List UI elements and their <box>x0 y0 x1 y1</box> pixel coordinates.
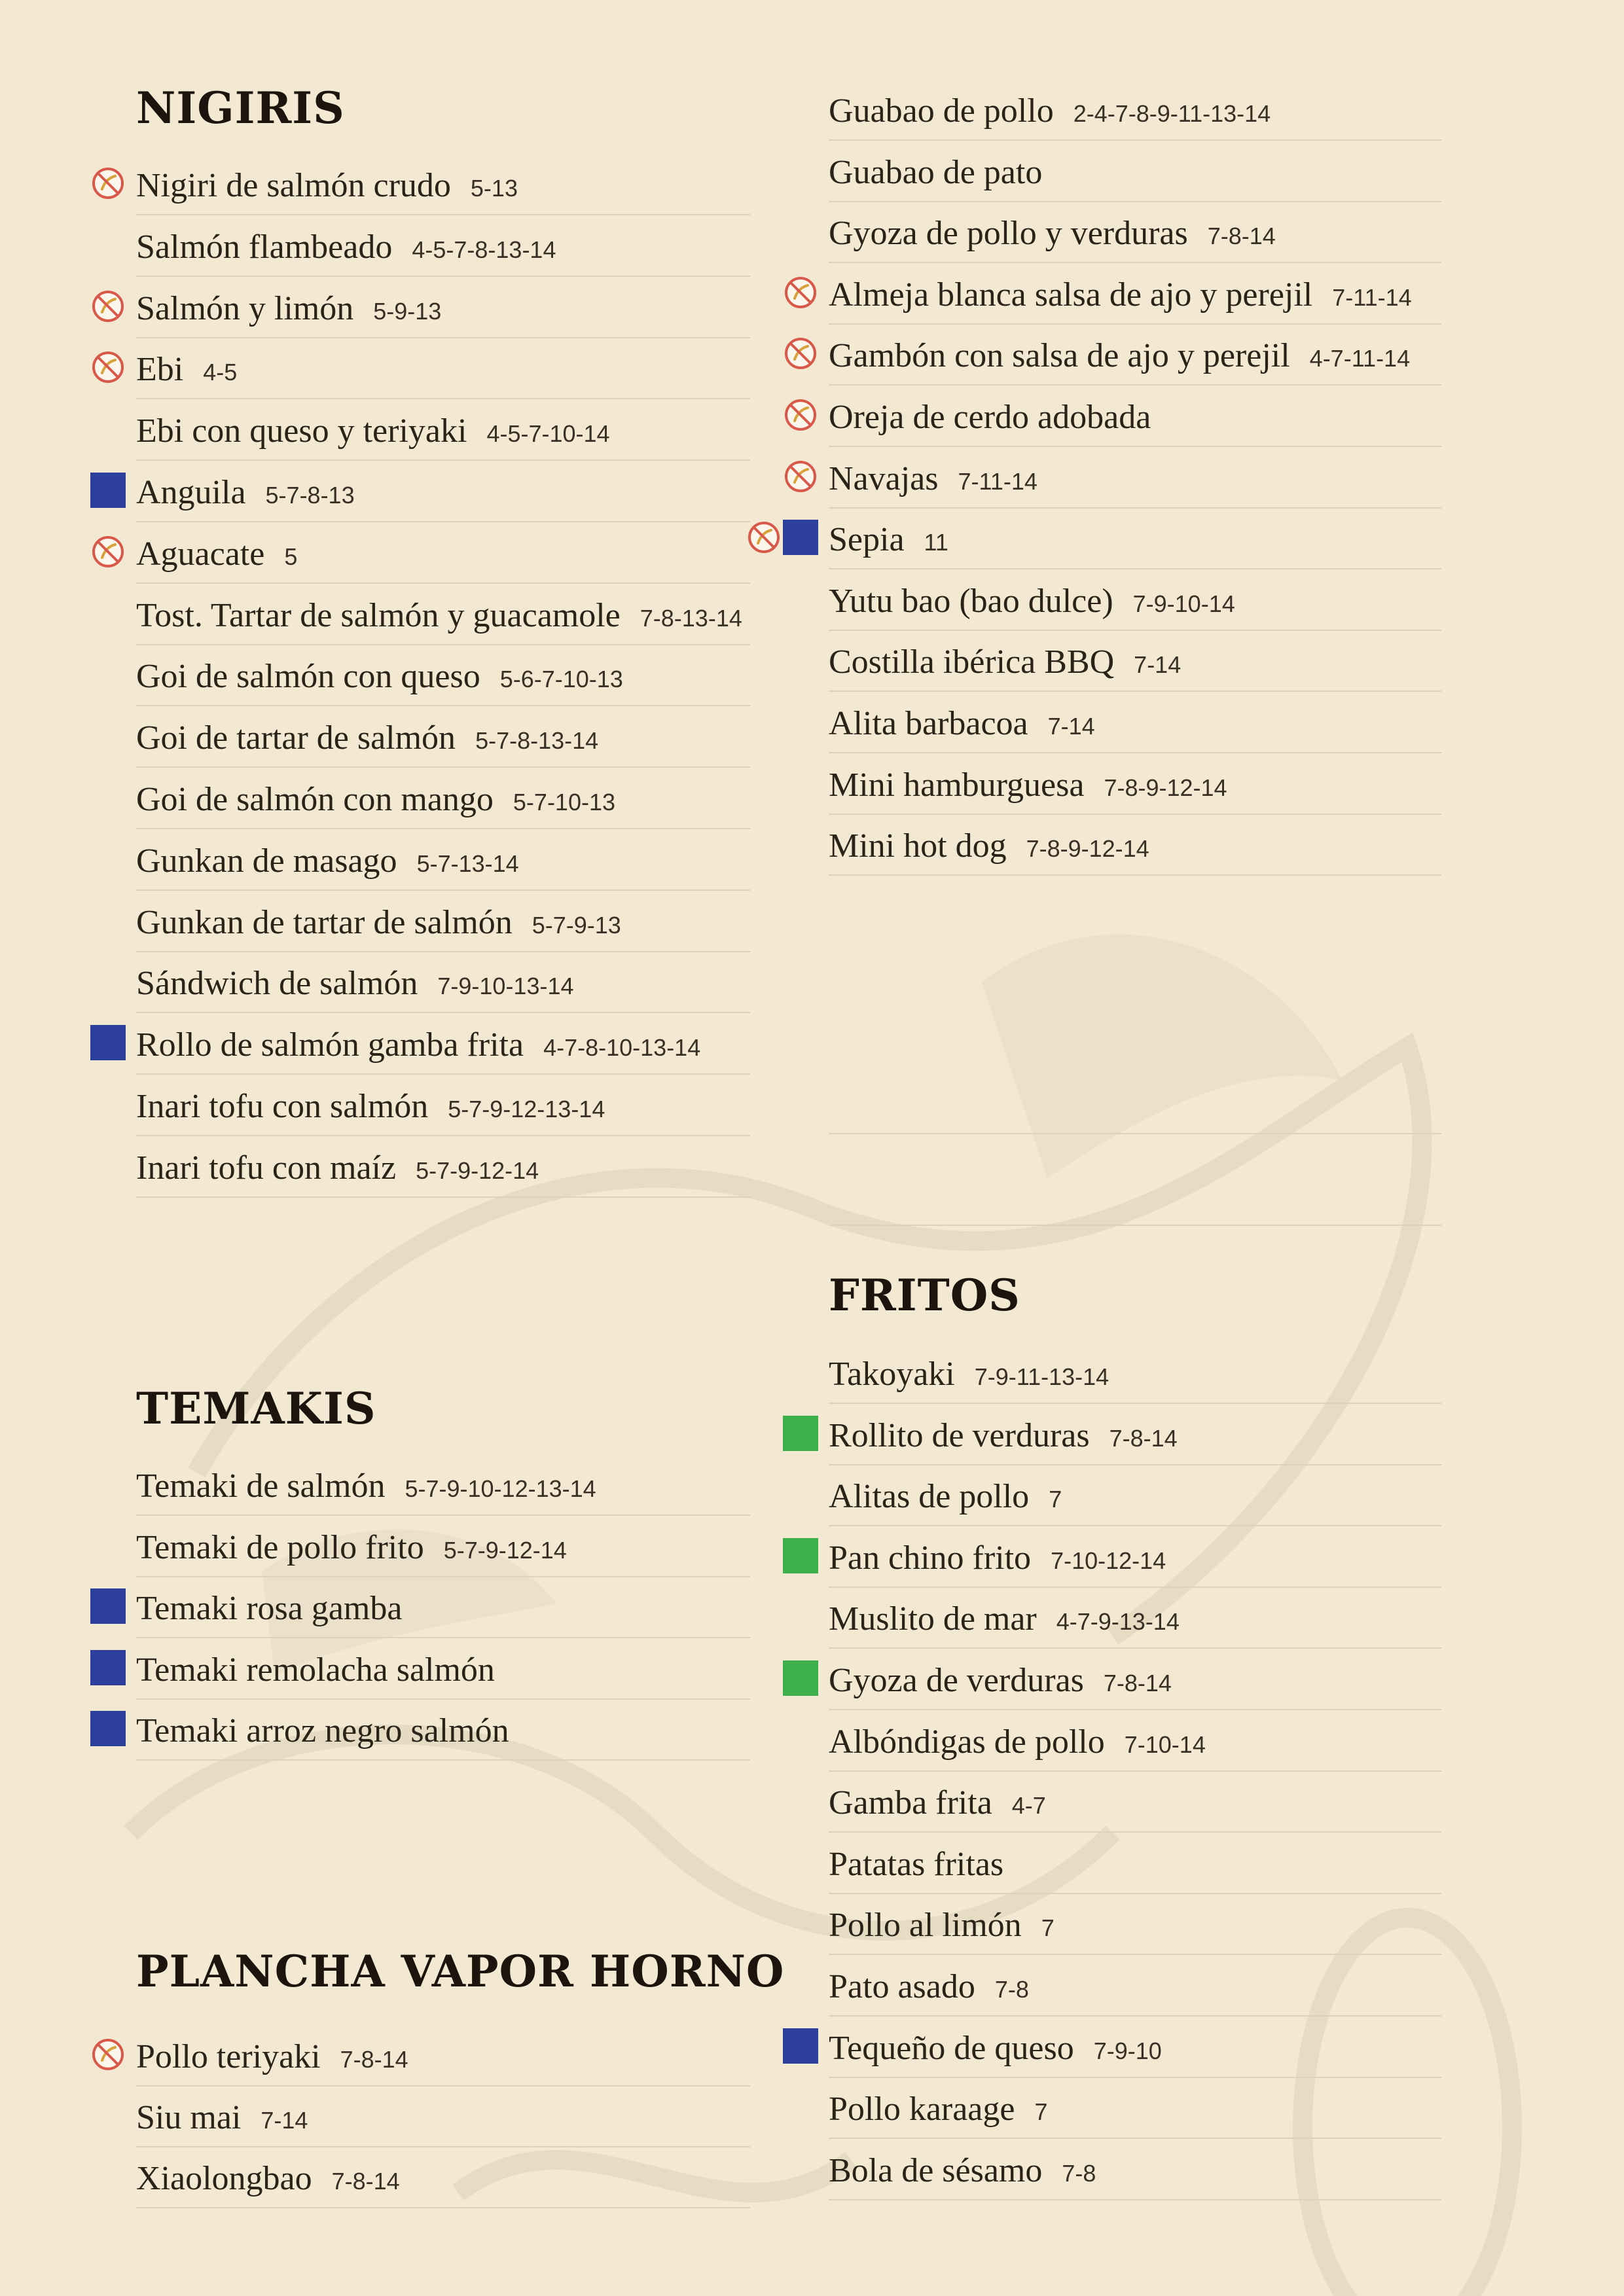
menu-item <box>829 386 1441 447</box>
blue-square-icon <box>90 473 126 508</box>
item-name <box>136 1528 567 1567</box>
menu-item <box>829 815 1441 876</box>
menu-item <box>829 1894 1441 1955</box>
allergen-codes: 4-7-8-10-13-14 <box>543 1034 701 1062</box>
menu-item <box>136 1455 750 1516</box>
menu-item <box>829 141 1441 202</box>
allergen-codes: 7-9-10-13-14 <box>437 973 574 1000</box>
menu-item <box>136 952 750 1013</box>
menu-item <box>829 1956 1441 2017</box>
allergen-codes: 7-8-14 <box>331 2168 400 2195</box>
item-name-text: Gamba frita <box>829 1784 992 1822</box>
item-name-text: Rollito de verduras <box>829 1416 1090 1454</box>
item-name <box>136 535 297 573</box>
section-title: FRITOS <box>829 1270 1020 1321</box>
menu-item <box>136 645 750 706</box>
allergen-codes: 7-9-10-14 <box>1132 590 1235 617</box>
allergen-codes: 7-8-14 <box>340 2046 408 2073</box>
item-name <box>136 2159 400 2198</box>
item-name-text: Tequeño de queso <box>829 2029 1074 2067</box>
allergen-codes: 7-8-14 <box>1109 1424 1178 1452</box>
item-name-text: Gambón con salsa de ajo y perejil <box>829 337 1290 375</box>
menu-item <box>136 1639 750 1700</box>
item-name <box>829 1477 1062 1516</box>
green-square-icon <box>783 1416 818 1451</box>
item-name-text: Gunkan de tartar de salmón <box>136 903 513 941</box>
menu-item <box>136 1577 750 1638</box>
not-allowed-icon <box>783 397 818 433</box>
allergen-codes: 4-5 <box>203 359 238 386</box>
menu-item <box>829 1343 1441 1404</box>
menu-item <box>829 264 1441 325</box>
item-name-text: Ebi <box>136 351 184 389</box>
item-name-text: Guabao de pato <box>829 153 1043 191</box>
item-name-text: Xiaolongbao <box>136 2160 312 2197</box>
allergen-codes: 7 <box>1049 1486 1062 1513</box>
not-allowed-icon <box>783 459 818 494</box>
item-name-text: Goi de salmón con queso <box>136 658 480 696</box>
item-name-text: Temaki de salmón <box>136 1467 386 1505</box>
item-name <box>829 2029 1162 2068</box>
allergen-codes: 5 <box>284 543 298 570</box>
menu-item <box>829 570 1441 631</box>
item-name <box>829 1906 1055 1945</box>
allergen-codes: 7-8-14 <box>1103 1670 1172 1696</box>
item-name-text: Goi de salmón con mango <box>136 781 494 818</box>
item-name-text: Guabao de pollo <box>829 92 1054 130</box>
item-name-text: Sepia <box>829 521 905 559</box>
menu-item <box>136 1075 750 1136</box>
item-name <box>829 582 1235 620</box>
menu-item <box>829 1649 1441 1710</box>
allergen-codes: 7-8-14 <box>1207 223 1276 250</box>
not-allowed-icon <box>783 336 818 371</box>
menu-item <box>136 2147 750 2208</box>
menu-item <box>136 2026 750 2087</box>
menu-item <box>136 216 750 277</box>
item-name <box>136 1467 596 1505</box>
menu-item <box>136 2087 750 2147</box>
item-name-text: Yutu bao (bao dulce) <box>829 582 1113 620</box>
item-name-text: Goi de tartar de salmón <box>136 719 456 757</box>
allergen-codes: 5-7-9-12-14 <box>443 1536 567 1564</box>
item-name-text: Patatas fritas <box>829 1845 1004 1883</box>
item-name <box>136 657 623 696</box>
item-name <box>829 214 1276 253</box>
item-name-text: Gunkan de masago <box>136 842 397 880</box>
item-name <box>829 276 1412 314</box>
menu-item <box>829 448 1441 509</box>
item-name <box>829 766 1227 804</box>
allergen-codes: 4-5-7-10-14 <box>486 420 610 448</box>
item-name <box>136 350 237 389</box>
item-name <box>136 412 610 450</box>
allergen-codes: 5-7-8-13 <box>265 482 355 509</box>
allergen-codes: 7 <box>1041 1914 1055 1942</box>
allergen-codes: 5-7-9-12-14 <box>416 1157 539 1184</box>
item-name <box>136 1712 509 1750</box>
menu-item <box>136 154 750 215</box>
item-name <box>136 2037 408 2076</box>
item-name <box>829 1784 1046 1822</box>
item-name-text: Albóndigas de pollo <box>829 1723 1105 1761</box>
item-name <box>829 2090 1047 2128</box>
menu-item <box>829 1527 1441 1588</box>
not-allowed-icon <box>746 520 782 555</box>
empty-rule-row <box>829 1165 1441 1226</box>
item-name <box>829 1967 1029 2006</box>
blue-square-icon <box>90 1025 126 1060</box>
menu-item <box>136 400 750 461</box>
item-name <box>136 1651 495 1689</box>
item-name-text: Pollo al limón <box>829 1907 1022 1945</box>
menu-item <box>829 325 1441 386</box>
not-allowed-icon <box>90 166 126 201</box>
menu-item <box>829 1833 1441 1894</box>
item-name <box>829 1539 1166 1577</box>
allergen-codes: 7-14 <box>261 2107 308 2134</box>
allergen-codes: 7-8 <box>994 1976 1029 2003</box>
item-name <box>136 719 598 757</box>
item-name <box>829 336 1410 375</box>
menu-item <box>136 1700 750 1761</box>
section-title: PLANCHA VAPOR HORNO <box>136 1946 785 1997</box>
item-name-text: Aguacate <box>136 535 265 573</box>
blue-square-icon <box>90 1588 126 1624</box>
allergen-codes: 7-14 <box>1047 713 1095 740</box>
item-name-text: Almeja blanca salsa de ajo y perejil <box>829 276 1313 314</box>
allergen-codes: 7 <box>1034 2098 1048 2126</box>
item-name <box>136 903 621 942</box>
menu-item <box>829 1588 1441 1649</box>
blue-square-icon <box>783 2028 818 2064</box>
not-allowed-icon <box>783 275 818 310</box>
menu-item <box>829 754 1441 815</box>
not-allowed-icon <box>90 289 126 324</box>
menu-item <box>136 768 750 829</box>
menu-item <box>136 584 750 645</box>
menu-item <box>136 1137 750 1198</box>
item-name-text: Temaki arroz negro salmón <box>136 1712 509 1750</box>
item-name-text: Oreja de cerdo adobada <box>829 399 1151 436</box>
item-name <box>829 1661 1172 1700</box>
item-name <box>136 964 574 1003</box>
section-title: NIGIRIS <box>136 82 345 134</box>
allergen-codes: 5-7-13-14 <box>416 850 519 877</box>
menu-item <box>829 1465 1441 1526</box>
allergen-codes: 7-9-10 <box>1093 2037 1162 2064</box>
allergen-codes: 4-7-9-13-14 <box>1056 1608 1180 1636</box>
item-name <box>136 1589 402 1628</box>
empty-rule-row <box>829 1073 1441 1134</box>
item-name-text: Temaki de pollo frito <box>136 1528 424 1566</box>
item-name-text: Navajas <box>829 459 939 497</box>
allergen-codes: 5-7-10-13 <box>513 789 615 816</box>
item-name <box>829 2151 1096 2190</box>
item-name <box>136 1087 605 1126</box>
menu-item <box>829 509 1441 569</box>
item-name <box>829 1416 1178 1455</box>
allergen-codes: 5-6-7-10-13 <box>499 666 623 693</box>
item-name-text: Siu mai <box>136 2099 242 2136</box>
item-name-text: Temaki remolacha salmón <box>136 1651 495 1689</box>
item-name-text: Inari tofu con salmón <box>136 1088 429 1125</box>
item-name <box>829 704 1095 743</box>
section-title: TEMAKIS <box>136 1383 376 1434</box>
item-name <box>829 459 1038 498</box>
item-name <box>829 153 1042 192</box>
item-name-text: Gyoza de verduras <box>829 1662 1084 1699</box>
blue-square-icon <box>783 520 818 555</box>
allergen-codes: 7-8 <box>1062 2159 1096 2187</box>
item-name-text: Salmón flambeado <box>136 228 393 266</box>
item-name <box>136 228 556 266</box>
item-name-text: Bola de sésamo <box>829 2151 1043 2189</box>
item-name-text: Inari tofu con maíz <box>136 1149 397 1187</box>
allergen-codes: 7-11-14 <box>958 467 1038 495</box>
menu-item <box>829 2017 1441 2078</box>
allergen-codes: 5-13 <box>470 175 518 202</box>
allergen-codes: 7-9-11-13-14 <box>974 1363 1110 1390</box>
menu-item <box>829 202 1441 263</box>
item-name <box>829 1355 1109 1393</box>
item-name <box>136 1026 700 1064</box>
menu-item <box>829 80 1441 141</box>
item-name <box>136 166 518 205</box>
item-name <box>829 92 1271 130</box>
menu-item <box>136 461 750 522</box>
allergen-codes: 7-11-14 <box>1332 283 1412 311</box>
menu-item <box>829 1711 1441 1772</box>
item-name <box>829 643 1181 681</box>
item-name <box>136 289 441 328</box>
not-allowed-icon <box>90 534 126 569</box>
green-square-icon <box>783 1660 818 1696</box>
menu-item <box>136 707 750 768</box>
menu-item <box>829 1772 1441 1833</box>
allergen-codes: 4-5-7-8-13-14 <box>412 236 556 263</box>
item-name-text: Temaki rosa gamba <box>136 1590 403 1628</box>
menu-item <box>136 1516 750 1577</box>
item-name-text: Alitas de pollo <box>829 1478 1030 1516</box>
item-name <box>136 473 355 512</box>
blue-square-icon <box>90 1711 126 1746</box>
item-name-text: Pollo karaage <box>829 2090 1015 2128</box>
menu-item <box>136 1014 750 1075</box>
item-name <box>829 1600 1180 1638</box>
item-name <box>829 1723 1206 1761</box>
item-name <box>136 596 742 635</box>
allergen-codes: 4-7 <box>1011 1792 1046 1820</box>
item-name-text: Mini hamburguesa <box>829 766 1085 804</box>
item-name-text: Salmón y limón <box>136 289 354 327</box>
menu-item <box>829 2078 1441 2139</box>
menu-item <box>136 830 750 891</box>
item-name <box>829 520 948 559</box>
menu-item <box>136 523 750 584</box>
allergen-codes: 5-7-8-13-14 <box>475 727 599 755</box>
item-name <box>136 780 615 819</box>
item-name <box>829 1845 1003 1884</box>
item-name-text: Nigiri de salmón crudo <box>136 167 451 204</box>
not-allowed-icon <box>90 350 126 385</box>
allergen-codes: 11 <box>924 529 948 556</box>
not-allowed-icon <box>90 2037 126 2072</box>
allergen-codes: 5-9-13 <box>373 297 442 325</box>
menu-item <box>136 338 750 399</box>
item-name-text: Mini hot dog <box>829 827 1007 865</box>
allergen-codes: 5-7-9-13 <box>532 911 621 939</box>
menu-item <box>829 631 1441 692</box>
item-name-text: Rollo de salmón gamba frita <box>136 1026 524 1064</box>
item-name <box>136 842 519 880</box>
green-square-icon <box>783 1538 818 1573</box>
allergen-codes: 7-8-9-12-14 <box>1104 774 1227 801</box>
item-name-text: Pollo teriyaki <box>136 2038 321 2075</box>
item-name <box>829 827 1149 865</box>
item-name <box>829 398 1151 437</box>
allergen-codes: 5-7-9-10-12-13-14 <box>405 1475 596 1502</box>
menu-item <box>829 2140 1441 2200</box>
allergen-codes: 4-7-11-14 <box>1309 345 1411 372</box>
menu-item <box>136 891 750 952</box>
item-name-text: Takoyaki <box>829 1355 955 1393</box>
item-name-text: Anguila <box>136 474 246 511</box>
menu-item <box>829 1405 1441 1465</box>
allergen-codes: 5-7-9-12-13-14 <box>448 1096 605 1122</box>
menu-item <box>829 692 1441 753</box>
allergen-codes: 7-10-14 <box>1124 1731 1206 1758</box>
item-name-text: Muslito de mar <box>829 1600 1037 1638</box>
allergen-codes: 2-4-7-8-9-11-13-14 <box>1073 100 1271 127</box>
item-name-text: Pan chino frito <box>829 1539 1032 1577</box>
item-name-text: Pato asado <box>829 1968 975 2005</box>
allergen-codes: 7-8-9-12-14 <box>1026 835 1149 863</box>
item-name-text: Ebi con queso y teriyaki <box>136 412 467 450</box>
blue-square-icon <box>90 1650 126 1685</box>
item-name-text: Gyoza de pollo y verduras <box>829 215 1188 253</box>
allergen-codes: 7-8-13-14 <box>640 604 742 632</box>
item-name <box>136 1149 539 1187</box>
item-name-text: Sándwich de salmón <box>136 965 418 1003</box>
item-name-text: Tost. Tartar de salmón y guacamole <box>136 596 621 634</box>
allergen-codes: 7-14 <box>1134 651 1182 679</box>
item-name <box>136 2098 308 2137</box>
item-name-text: Alita barbacoa <box>829 705 1028 742</box>
menu-item <box>136 278 750 338</box>
allergen-codes: 7-10-12-14 <box>1051 1547 1166 1574</box>
item-name-text: Costilla ibérica BBQ <box>829 643 1115 681</box>
